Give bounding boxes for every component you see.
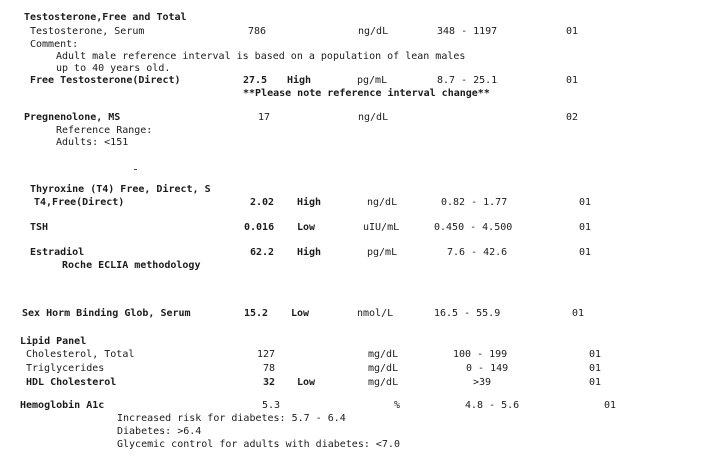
estradiol-units: pg/mL xyxy=(367,247,398,258)
comment-line: up to 40 years old. xyxy=(56,63,171,74)
hdl-cholesterol-range: >39 xyxy=(473,377,492,388)
interval-change-note: **Please note reference interval change** xyxy=(243,88,490,99)
triglycerides-name: Triglycerides xyxy=(26,363,105,374)
free-testosterone-units: pg/mL xyxy=(357,75,388,86)
t4-free-lab: 01 xyxy=(579,197,592,208)
shbg-flag: Low xyxy=(291,308,310,319)
testosterone-serum-units: ng/dL xyxy=(358,26,389,37)
cholesterol-total-result: 127 xyxy=(257,349,276,360)
estradiol-lab: 01 xyxy=(579,247,592,258)
pregnenolone-name: Pregnenolone, MS xyxy=(24,112,121,123)
shbg-result: 15.2 xyxy=(244,308,269,319)
hdl-cholesterol-result: 32 xyxy=(263,377,276,388)
free-testosterone-lab: 01 xyxy=(566,75,579,86)
testosterone-serum-range: 348 - 1197 xyxy=(437,26,498,37)
free-testosterone-name: Free Testosterone(Direct) xyxy=(30,75,181,86)
stray-mark xyxy=(134,169,137,170)
cholesterol-total-range: 100 - 199 xyxy=(453,349,508,360)
t4-free-name: T4,Free(Direct) xyxy=(34,197,125,208)
estradiol-name: Estradiol xyxy=(30,247,85,258)
t4-free-flag: High xyxy=(297,197,322,208)
triglycerides-lab: 01 xyxy=(589,363,602,374)
hemoglobin-a1c-units: % xyxy=(394,400,401,411)
shbg-name: Sex Horm Binding Glob, Serum xyxy=(22,308,191,319)
cholesterol-total-lab: 01 xyxy=(589,349,602,360)
pregnenolone-units: ng/dL xyxy=(358,112,389,123)
comment-line: Adult male reference interval is based on a population of lean males xyxy=(56,51,466,62)
pregnenolone-result: 17 xyxy=(258,112,271,123)
tsh-lab: 01 xyxy=(579,222,592,233)
hdl-cholesterol-name: HDL Cholesterol xyxy=(26,377,117,388)
triglycerides-units: mg/dL xyxy=(368,363,399,374)
shbg-lab: 01 xyxy=(572,308,585,319)
pregnenolone-ref-label: Reference Range: xyxy=(56,125,153,136)
lipid-panel-title: Lipid Panel xyxy=(20,336,87,347)
hemoglobin-a1c-result: 5.3 xyxy=(262,400,281,411)
cholesterol-total-name: Cholesterol, Total xyxy=(26,349,135,360)
a1c-note: Increased risk for diabetes: 5.7 - 6.4 xyxy=(117,413,346,424)
estradiol-method: Roche ECLIA methodology xyxy=(62,260,201,271)
a1c-note: Glycemic control for adults with diabetes: <7.0 xyxy=(117,439,400,450)
t4-free-result: 2.02 xyxy=(250,197,275,208)
pregnenolone-ref-value: Adults: <151 xyxy=(56,137,129,148)
cholesterol-total-units: mg/dL xyxy=(368,349,399,360)
free-testosterone-range: 8.7 - 25.1 xyxy=(437,75,498,86)
hemoglobin-a1c-lab: 01 xyxy=(604,400,617,411)
estradiol-flag: High xyxy=(297,247,322,258)
a1c-note: Diabetes: >6.4 xyxy=(117,426,202,437)
t4-free-units: ng/dL xyxy=(367,197,398,208)
estradiol-result: 62.2 xyxy=(250,247,275,258)
testosterone-serum-result: 786 xyxy=(248,26,267,37)
tsh-result: 0.016 xyxy=(244,222,275,233)
shbg-range: 16.5 - 55.9 xyxy=(434,308,501,319)
free-testosterone-flag: High xyxy=(287,75,312,86)
tsh-units: uIU/mL xyxy=(363,222,400,233)
triglycerides-range: 0 - 149 xyxy=(466,363,509,374)
pregnenolone-lab: 02 xyxy=(566,112,579,123)
tsh-flag: Low xyxy=(297,222,316,233)
tsh-name: TSH xyxy=(30,222,49,233)
estradiol-range: 7.6 - 42.6 xyxy=(447,247,508,258)
shbg-units: nmol/L xyxy=(357,308,394,319)
tsh-range: 0.450 - 4.500 xyxy=(434,222,513,233)
thyroxine-title: Thyroxine (T4) Free, Direct, S xyxy=(30,184,211,195)
triglycerides-result: 78 xyxy=(263,363,276,374)
t4-free-range: 0.82 - 1.77 xyxy=(441,197,508,208)
testosterone-serum-lab: 01 xyxy=(566,26,579,37)
free-testosterone-result: 27.5 xyxy=(243,75,268,86)
testosterone-serum-name: Testosterone, Serum xyxy=(30,26,145,37)
hemoglobin-a1c-range: 4.8 - 5.6 xyxy=(465,400,520,411)
hdl-cholesterol-lab: 01 xyxy=(589,377,602,388)
hdl-cholesterol-units: mg/dL xyxy=(368,377,399,388)
section-title-testosterone: Testosterone,Free and Total xyxy=(24,12,187,23)
hemoglobin-a1c-name: Hemoglobin A1c xyxy=(20,400,105,411)
comment-label: Comment: xyxy=(30,39,79,50)
hdl-cholesterol-flag: Low xyxy=(297,377,316,388)
